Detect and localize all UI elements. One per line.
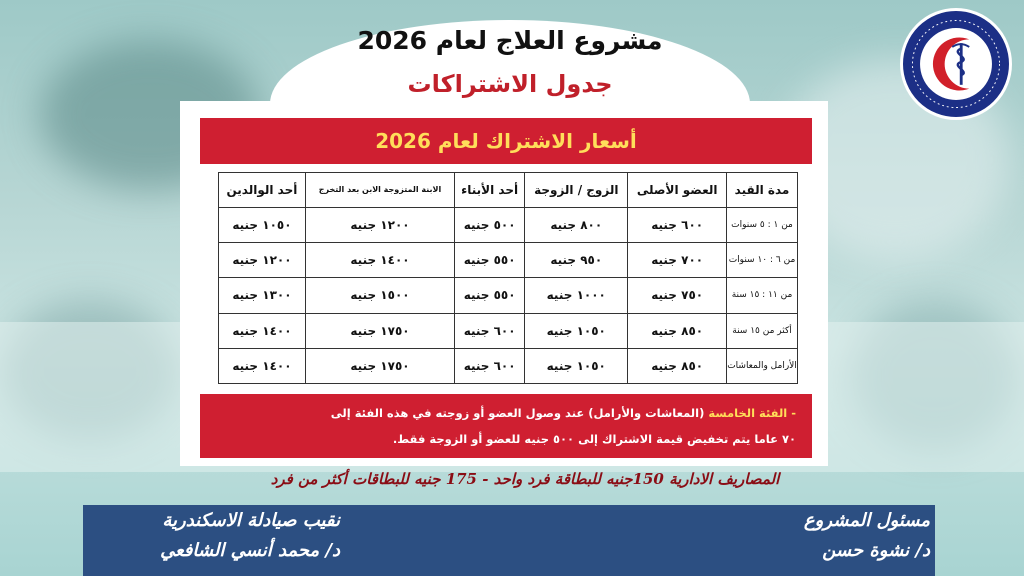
table-cell: من ١ : ٥ سنوات [727,208,798,243]
syndicate-head-title: نقيب صيادلة الاسكندرية [162,510,340,531]
table-row [219,243,798,278]
note-line-2: ٧٠ عاما يتم تخفيض قيمة الاشتراك إلى ٥٠٠ جنيه للعضو أو الزوجة فقط. [392,432,796,446]
table-cell: ٥٠٠ جنيه [455,208,525,243]
table-row [219,208,798,243]
table-cell: ١٤٠٠ جنيه [305,243,454,278]
note-highlight: - الفئة الخامسة [708,406,796,420]
page-title: مشروع العلاج لعام 2026 [357,26,663,55]
table-cell: ٨٥٠ جنيه [628,348,727,383]
caduceus-crescent-icon [903,11,1009,117]
table-cell: ٩٥٠ جنيه [525,243,628,278]
column-header: العضو الأصلى [628,173,727,208]
table-cell: ٧٥٠ جنيه [628,278,727,313]
table-cell: ٧٠٠ جنيه [628,243,727,278]
table-row [219,348,798,383]
fifth-category-note [200,394,812,458]
column-header: الابنة المتزوجة الابن بعد التخرج [305,173,454,208]
table-cell: ١٥٠٠ جنيه [305,278,454,313]
table-cell: ١٠٠٠ جنيه [525,278,628,313]
project-manager-title: مسئول المشروع [803,510,930,531]
table-cell: ١٤٠٠ جنيه [219,313,306,348]
table-cell: من ٦ : ١٠ سنوات [727,243,798,278]
column-header: أحد الوالدين [219,173,306,208]
admin-fees: المصاريف الادارية 150جنيه للبطاقة فرد واحد - 175 جنيه للبطاقات أكثر من فرد [270,470,780,488]
table-cell: ٨٠٠ جنيه [525,208,628,243]
table-cell: ٥٥٠ جنيه [455,278,525,313]
table-cell: ١٧٥٠ جنيه [305,313,454,348]
syndicate-logo [900,8,1012,120]
table-header-row [219,173,798,208]
table-cell: من ١١ : ١٥ سنة [727,278,798,313]
note-line-1 [216,400,796,426]
pricing-table [218,172,798,384]
column-header: أحد الأبناء [455,173,525,208]
table-cell: ١٠٥٠ جنيه [525,313,628,348]
table-cell: ١٠٥٠ جنيه [525,348,628,383]
column-header: الزوج / الزوجة [525,173,628,208]
table-row [219,313,798,348]
table-cell: أكثر من ١٥ سنة [727,313,798,348]
table-cell: ٥٥٠ جنيه [455,243,525,278]
table-cell: ١٢٠٠ جنيه [219,243,306,278]
syndicate-head-name: د/ محمد أنسي الشافعي [160,540,340,561]
table-cell: ١٧٥٠ جنيه [305,348,454,383]
table-cell: الأرامل والمعاشات [727,348,798,383]
note-text: (المعاشات والأرامل) عند وصول العضو أو زوجته في هذه الفئة إلى [330,406,709,420]
pricing-title: أسعار الاشتراك لعام 2026 [200,118,812,164]
page-subtitle: جدول الاشتراكات [407,70,613,98]
table-cell: ٦٠٠ جنيه [628,208,727,243]
column-header: مدة القيد [727,173,798,208]
project-manager-name: د/ نشوة حسن [822,540,930,561]
table-row [219,278,798,313]
table-cell: ١٠٥٠ جنيه [219,208,306,243]
table-cell: ٦٠٠ جنيه [455,313,525,348]
table-cell: ١٢٠٠ جنيه [305,208,454,243]
table-cell: ٦٠٠ جنيه [455,348,525,383]
table-cell: ١٤٠٠ جنيه [219,348,306,383]
table-cell: ١٣٠٠ جنيه [219,278,306,313]
table-cell: ٨٥٠ جنيه [628,313,727,348]
